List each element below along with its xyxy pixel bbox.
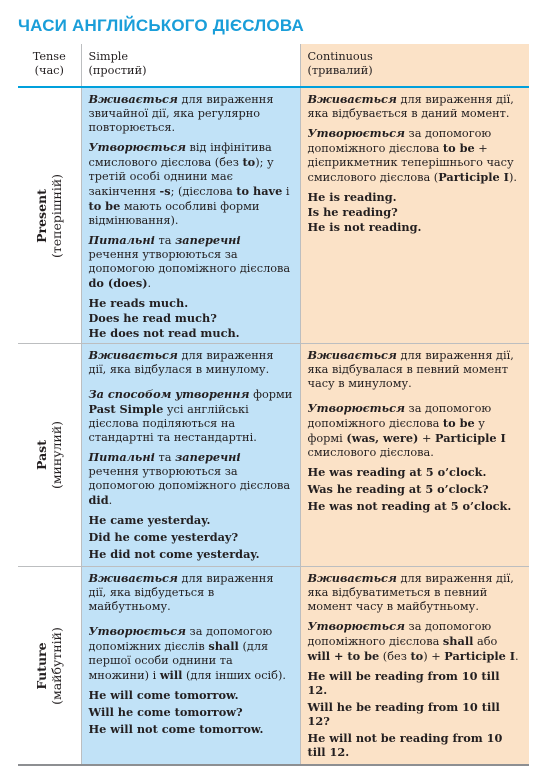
table-row-past (18, 344, 529, 567)
usage-paragraph: Вживається для вираження дії, яка відбувалася в певний момент часу в минулому. (307, 348, 514, 390)
tense-label-future (34, 627, 64, 705)
tense-name-ua: (теперішній) (49, 173, 65, 258)
formation-paragraph: За способом утворення форми Past Simple усі англійські дієслова поділяються на стандартні та нестандартні. (88, 387, 293, 444)
example-sentence: He came yesterday. (88, 513, 211, 527)
example-sentence: He was not reading at 5 o’clock. (307, 499, 512, 513)
example-sentence: He will come tomorrow. (88, 688, 239, 702)
tense-cell-future (18, 567, 81, 766)
tense-name-ua: (минулий) (49, 420, 65, 490)
tense-cell-past (18, 344, 81, 567)
tense-name: Future (34, 641, 50, 690)
header-tense (18, 44, 81, 87)
header-tense-label: Tense (32, 50, 66, 63)
formation-paragraph: Утворюється від інфінітива смислового дієслова (без to); у третій особі однини має закінчення -s; (дієслова to have і to be мають особливі форми відмінювання). (88, 140, 290, 227)
example-sentence: Will he come tomorrow? (88, 705, 243, 719)
header-continuous-sub: (тривалий) (307, 64, 373, 77)
example-sentence: He will not come tomorrow. (88, 722, 264, 736)
table-row-future (18, 567, 529, 766)
example-sentence: Did he come yesterday? (88, 530, 239, 544)
table-header-row (18, 44, 529, 87)
example-sentence: He will not be reading from 10 till 12. (307, 731, 503, 759)
header-simple-label: Simple (88, 50, 129, 63)
future-simple-cell (81, 567, 300, 766)
tense-label-past (34, 421, 64, 489)
usage-paragraph: Вживається для вираження дії, яка відбулася в минулому. (88, 348, 274, 376)
table-row-present (18, 87, 529, 344)
example-sentence: He does not read much. (88, 326, 240, 340)
example-sentence: He was reading at 5 o’clock. (307, 465, 487, 479)
usage-paragraph: Вживається для вираження дії, яка відбудеться в майбутньому. (88, 571, 274, 613)
past-simple-cell (81, 344, 300, 567)
example-sentence: He reads much. (88, 296, 189, 310)
formation-paragraph: Утворюється за допомогою допоміжного дієслова shall або will + to be (без to) + Participle I. (307, 619, 519, 663)
example-sentence: Does he read much? (88, 311, 217, 325)
tense-label-present (34, 173, 64, 257)
tense-name: Present (34, 188, 50, 243)
example-sentence: He is reading. (307, 190, 397, 204)
future-continuous-cell (300, 567, 529, 766)
tense-name: Past (34, 440, 50, 470)
example-sentence: Is he reading? (307, 205, 398, 219)
present-continuous-cell (300, 87, 529, 344)
formation-paragraph: Утворюється за допомогою допоміжного дієслова to be + дієприкметник теперішнього часу смислового дієслова (Participle I). (307, 126, 517, 184)
usage-paragraph: Вживається для вираження звичайної дії, яка регулярно повторюється. (88, 92, 274, 134)
questions-paragraph: Питальні та заперечні речення утворюються за допомогою допоміжного дієслова do (does). (88, 233, 291, 290)
example-sentence: He is not reading. (307, 220, 422, 234)
formation-paragraph: Утворюється за допомогою допоміжних дієслів shall (для першої особи однини та множини) і will (для інших осіб). (88, 624, 286, 682)
past-continuous-cell (300, 344, 529, 567)
example-sentence: Will he be reading from 10 till 12? (307, 700, 500, 728)
header-simple (81, 44, 300, 87)
usage-paragraph: Вживається для вираження дії, яка відбувається в даний момент. (307, 92, 514, 120)
usage-paragraph: Вживається для вираження дії, яка відбуватиметься в певний момент часу в майбутньому. (307, 571, 514, 613)
tense-cell-present (18, 87, 81, 344)
header-continuous-label: Continuous (307, 50, 373, 63)
questions-paragraph: Питальні та заперечні речення утворюються за допомогою допоміжного дієслова did. (88, 450, 291, 507)
header-continuous (300, 44, 529, 87)
header-simple-sub: (простий) (88, 64, 147, 77)
tense-table (18, 44, 529, 766)
header-tense-sub: (час) (34, 64, 64, 77)
example-sentence: He did not come yesterday. (88, 547, 260, 561)
present-simple-cell (81, 87, 300, 344)
example-sentence: He will be reading from 10 till 12. (307, 669, 500, 697)
example-sentence: Was he reading at 5 o’clock? (307, 482, 489, 496)
page-title: ЧАСИ АНГЛІЙСЬКОГО ДІЄСЛОВА (18, 16, 304, 35)
formation-paragraph: Утворюється за допомогою допоміжного дієслова to be у формі (was, were) + Participle I смислового дієслова. (307, 401, 506, 459)
tense-name-ua: (майбутній) (49, 626, 65, 705)
